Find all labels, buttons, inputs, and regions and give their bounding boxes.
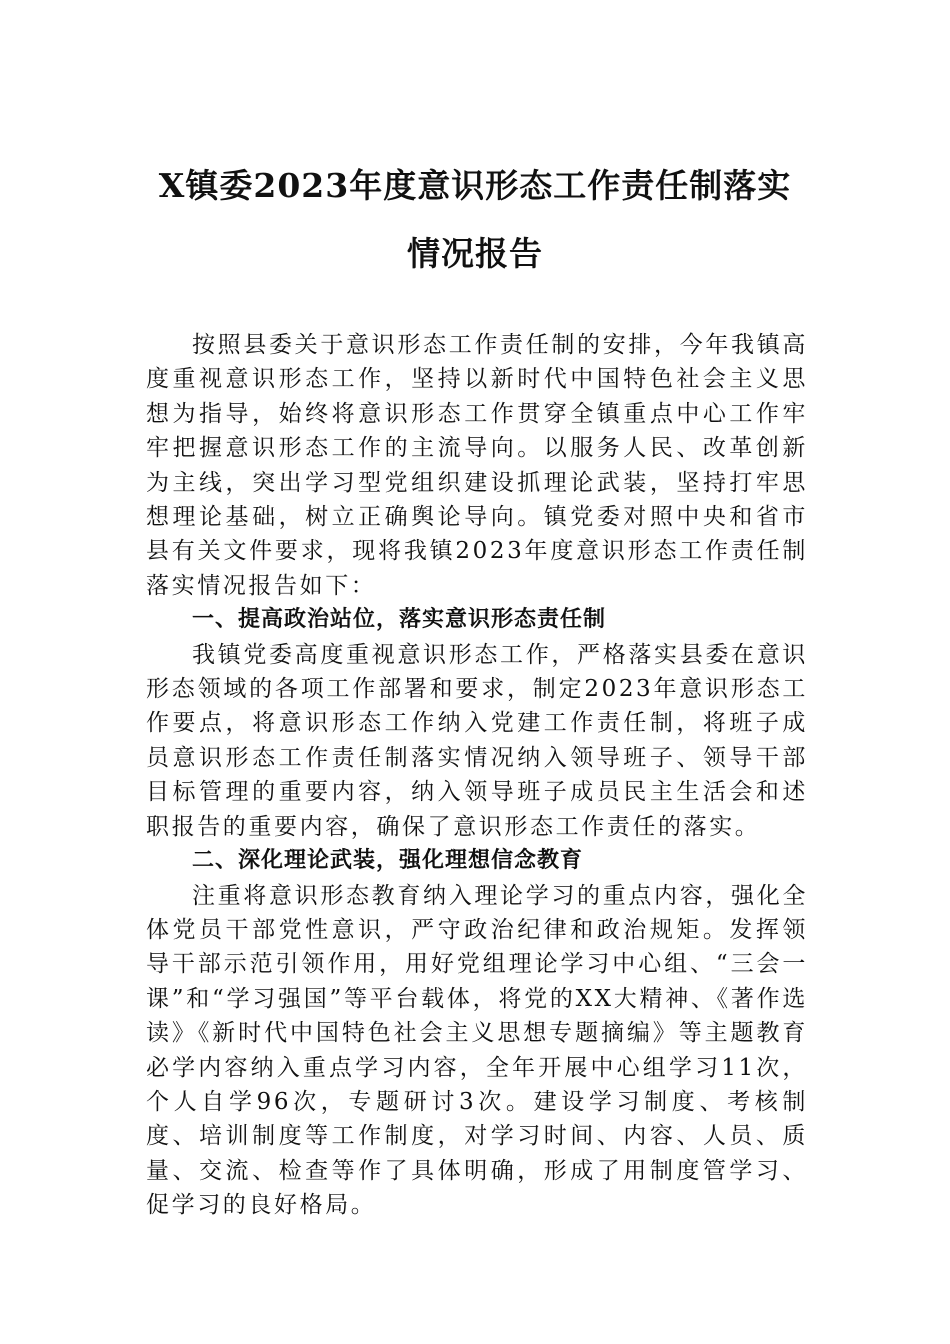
intro-paragraph: 按照县委关于意识形态工作责任制的安排，今年我镇高度重视意识形态工作，坚持以新时代中国特色社会主义思想为指导，始终将意识形态工作贯穿全镇重点中心工作牢牢把握意识形态工作的主流导向。以服务人民、改革创新为主线，突出学习型党组织建设抓理论武装，坚持打牢思想理论基础，树立正确舆论导向。镇党委对照中央和省市县有关文件要求，现将我镇2023年度意识形态工作责任制落实情况报告如下： xyxy=(146,332,808,599)
section-1-paragraph: 我镇党委高度重视意识形态工作，严格落实县委在意识形态领域的各项工作部署和要求，制定2023年意识形态工作要点，将意识形态工作纳入党建工作责任制，将班子成员意识形态工作责任制落实情况纳入领导班子、领导干部目标管理的重要内容，纳入领导班子成员民主生活会和述职报告的重要内容，确保了意识形态工作责任的落实。 xyxy=(146,641,808,840)
document-title-line-1: X镇委2023年度意识形态工作责任制落实 xyxy=(158,166,792,205)
section-2-paragraph: 注重将意识形态教育纳入理论学习的重点内容，强化全体党员干部党性意识，严守政治纪律和政治规矩。发挥领导干部示范引领作用，用好党组理论学习中心组、“三会一课”和“学习强国”等平台载体，将党的XX大精神、《著作选读》《新时代中国特色社会主义思想专题摘编》等主题教育必学内容纳入重点学习内容，全年开展中心组学习11次，个人自学96次，专题研讨3次。建设学习制度、考核制度、培训制度等工作制度，对学习时间、内容、人员、质量、交流、检查等作了具体明确，形成了用制度管学习、促学习的良好格局。 xyxy=(146,882,808,1219)
document-title-line-2: 情况报告 xyxy=(407,234,543,273)
document-body xyxy=(146,328,808,1223)
section-1-heading: 一、提高政治站位，落实意识形态责任制 xyxy=(192,607,607,633)
section-2-heading: 二、深化理论武装，强化理想信念教育 xyxy=(192,848,584,874)
